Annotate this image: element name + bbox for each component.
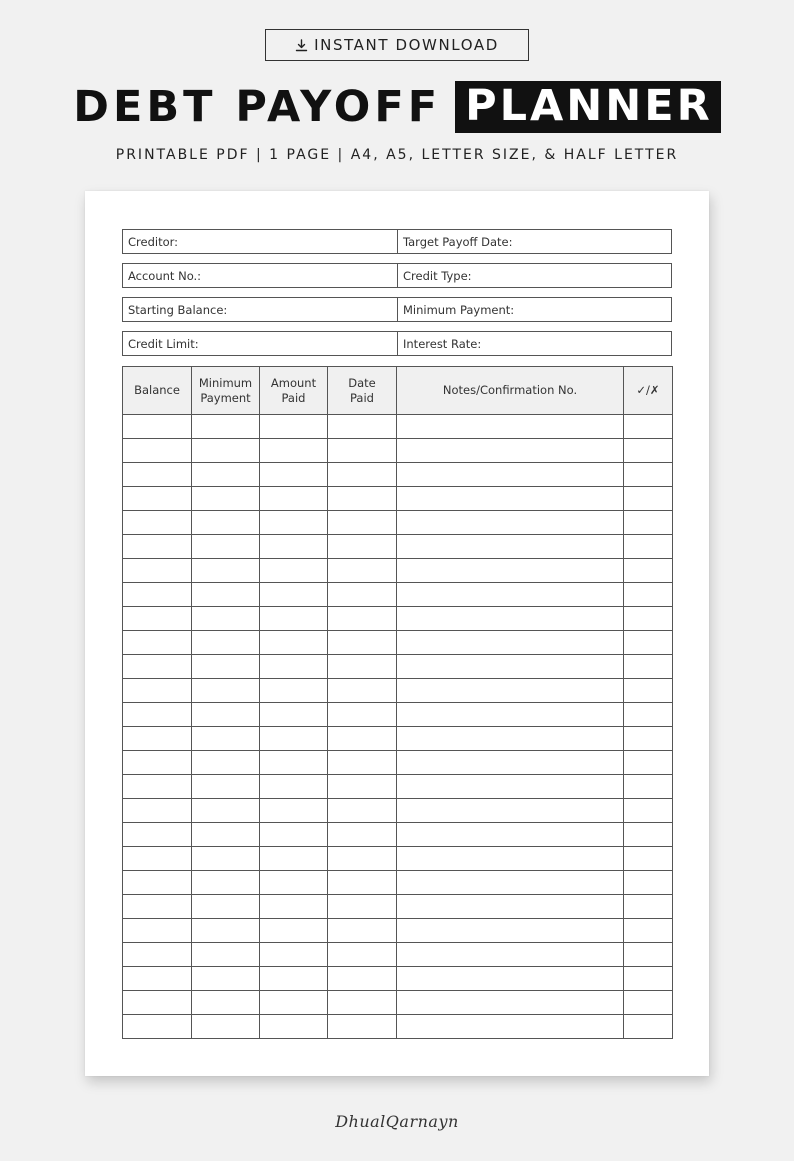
table-cell [260, 679, 328, 703]
table-cell [624, 559, 673, 583]
table-row [123, 943, 673, 967]
credit-limit-field: Credit Limit: [123, 332, 398, 355]
starting-balance-field: Starting Balance: [123, 298, 398, 321]
download-icon [295, 39, 308, 52]
table-cell [328, 703, 397, 727]
table-cell [123, 511, 192, 535]
table-cell [123, 607, 192, 631]
table-cell [123, 631, 192, 655]
table-cell [123, 703, 192, 727]
table-row [123, 559, 673, 583]
table-cell [192, 1015, 260, 1039]
table-row [123, 415, 673, 439]
table-cell [624, 727, 673, 751]
table-cell [260, 559, 328, 583]
table-cell [328, 583, 397, 607]
table-cell [328, 967, 397, 991]
table-cell [123, 847, 192, 871]
table-cell [192, 463, 260, 487]
table-cell [397, 511, 624, 535]
table-cell [624, 487, 673, 511]
table-cell [123, 727, 192, 751]
table-cell [624, 919, 673, 943]
info-row-creditor [122, 229, 672, 254]
header-date-paid: Date Paid [328, 367, 397, 415]
table-cell [624, 847, 673, 871]
table-cell [192, 871, 260, 895]
table-cell [260, 463, 328, 487]
credit-type-field: Credit Type: [403, 268, 472, 283]
table-row [123, 463, 673, 487]
table-cell [397, 655, 624, 679]
table-cell [260, 823, 328, 847]
table-cell [624, 631, 673, 655]
table-cell [397, 991, 624, 1015]
table-cell [123, 415, 192, 439]
table-cell [328, 679, 397, 703]
table-cell [328, 895, 397, 919]
table-cell [624, 823, 673, 847]
title-highlight: PLANNER [455, 81, 721, 133]
table-cell [624, 655, 673, 679]
table-row [123, 991, 673, 1015]
table-cell [397, 847, 624, 871]
table-cell [192, 631, 260, 655]
table-cell [328, 607, 397, 631]
table-cell [260, 895, 328, 919]
table-cell [624, 895, 673, 919]
table-cell [260, 799, 328, 823]
table-cell [123, 751, 192, 775]
table-cell [397, 775, 624, 799]
table-cell [192, 799, 260, 823]
table-cell [397, 823, 624, 847]
header-amount-paid: Amount Paid [260, 367, 328, 415]
table-cell [624, 535, 673, 559]
table-cell [397, 607, 624, 631]
table-cell [260, 991, 328, 1015]
table-cell [192, 823, 260, 847]
table-header-row [123, 367, 673, 415]
table-cell [192, 943, 260, 967]
table-cell [328, 775, 397, 799]
table-cell [624, 607, 673, 631]
table-cell [397, 871, 624, 895]
table-cell [260, 487, 328, 511]
table-cell [260, 631, 328, 655]
table-cell [192, 991, 260, 1015]
table-cell [328, 823, 397, 847]
table-cell [397, 799, 624, 823]
header-balance: Balance [123, 367, 192, 415]
header-check: ✓/✗ [624, 367, 673, 415]
planner-sheet [85, 191, 709, 1076]
table-row [123, 511, 673, 535]
table-row [123, 895, 673, 919]
table-cell [328, 1015, 397, 1039]
subtitle: PRINTABLE PDF | 1 PAGE | A4, A5, LETTER SIZE, & HALF LETTER [115, 147, 679, 163]
table-row [123, 703, 673, 727]
table-cell [192, 415, 260, 439]
table-cell [624, 511, 673, 535]
table-cell [624, 703, 673, 727]
table-cell [260, 511, 328, 535]
table-cell [624, 799, 673, 823]
interest-rate-field: Interest Rate: [403, 336, 482, 351]
table-cell [328, 847, 397, 871]
table-cell [260, 967, 328, 991]
table-cell [123, 919, 192, 943]
table-cell [624, 1015, 673, 1039]
table-row [123, 1015, 673, 1039]
table-cell [397, 703, 624, 727]
table-cell [397, 583, 624, 607]
table-cell [624, 415, 673, 439]
table-cell [397, 535, 624, 559]
header-minimum-payment: Minimum Payment [192, 367, 260, 415]
designer-signature: DhualQarnayn [335, 1112, 459, 1131]
table-cell [192, 895, 260, 919]
table-cell [192, 847, 260, 871]
table-cell [397, 967, 624, 991]
table-cell [328, 439, 397, 463]
table-cell [328, 655, 397, 679]
table-cell [192, 775, 260, 799]
table-cell [123, 655, 192, 679]
table-cell [260, 775, 328, 799]
table-cell [123, 991, 192, 1015]
table-cell [328, 991, 397, 1015]
table-cell [192, 583, 260, 607]
table-cell [328, 919, 397, 943]
table-cell [260, 919, 328, 943]
info-row-account [122, 263, 672, 288]
table-cell [260, 439, 328, 463]
table-cell [123, 967, 192, 991]
table-cell [397, 439, 624, 463]
table-cell [123, 535, 192, 559]
table-cell [123, 799, 192, 823]
table-cell [624, 871, 673, 895]
table-cell [192, 535, 260, 559]
table-cell [192, 559, 260, 583]
table-cell [328, 751, 397, 775]
table-cell [123, 583, 192, 607]
table-cell [397, 895, 624, 919]
table-cell [123, 439, 192, 463]
info-row-limit [122, 331, 672, 356]
table-row [123, 799, 673, 823]
table-cell [123, 463, 192, 487]
table-cell [260, 535, 328, 559]
table-cell [328, 631, 397, 655]
payment-log-table [122, 366, 673, 1039]
table-cell [123, 823, 192, 847]
table-row [123, 439, 673, 463]
badge-label: INSTANT DOWNLOAD [314, 36, 499, 54]
table-cell [192, 607, 260, 631]
table-cell [624, 991, 673, 1015]
table-cell [260, 943, 328, 967]
table-cell [260, 1015, 328, 1039]
table-row [123, 727, 673, 751]
table-body [123, 415, 673, 1039]
instant-download-badge [265, 29, 529, 61]
table-cell [328, 511, 397, 535]
table-row [123, 751, 673, 775]
table-cell [192, 751, 260, 775]
table-cell [260, 871, 328, 895]
table-cell [260, 415, 328, 439]
table-cell [328, 799, 397, 823]
table-row [123, 823, 673, 847]
table-cell [397, 943, 624, 967]
creditor-field: Creditor: [123, 230, 398, 253]
table-cell [397, 679, 624, 703]
table-cell [192, 727, 260, 751]
table-row [123, 535, 673, 559]
table-cell [328, 727, 397, 751]
table-cell [123, 871, 192, 895]
table-cell [123, 895, 192, 919]
table-row [123, 631, 673, 655]
table-cell [260, 583, 328, 607]
table-cell [260, 751, 328, 775]
table-cell [123, 775, 192, 799]
table-cell [123, 487, 192, 511]
info-row-balance [122, 297, 672, 322]
table-cell [624, 463, 673, 487]
table-cell [397, 415, 624, 439]
table-row [123, 847, 673, 871]
table-cell [397, 727, 624, 751]
table-cell [260, 727, 328, 751]
table-cell [397, 559, 624, 583]
table-row [123, 607, 673, 631]
header-notes: Notes/Confirmation No. [397, 367, 624, 415]
table-row [123, 487, 673, 511]
table-cell [624, 943, 673, 967]
table-cell [260, 655, 328, 679]
table-cell [624, 751, 673, 775]
table-cell [624, 775, 673, 799]
table-cell [397, 1015, 624, 1039]
page-title [0, 77, 794, 137]
table-cell [260, 607, 328, 631]
table-cell [192, 487, 260, 511]
table-cell [123, 559, 192, 583]
table-cell [192, 679, 260, 703]
table-cell [123, 679, 192, 703]
table-cell [260, 703, 328, 727]
table-cell [192, 511, 260, 535]
table-cell [328, 487, 397, 511]
table-cell [624, 439, 673, 463]
table-cell [328, 559, 397, 583]
table-row [123, 775, 673, 799]
table-cell [397, 751, 624, 775]
table-cell [192, 919, 260, 943]
table-cell [624, 583, 673, 607]
table-cell [192, 967, 260, 991]
table-row [123, 583, 673, 607]
table-cell [260, 847, 328, 871]
title-main: DEBT PAYOFF [73, 81, 442, 132]
table-cell [192, 703, 260, 727]
account-no-field: Account No.: [123, 264, 398, 287]
table-cell [328, 871, 397, 895]
table-cell [123, 943, 192, 967]
table-row [123, 655, 673, 679]
table-cell [624, 967, 673, 991]
table-cell [328, 463, 397, 487]
target-payoff-date-field: Target Payoff Date: [403, 234, 513, 249]
table-cell [397, 919, 624, 943]
table-cell [328, 943, 397, 967]
table-cell [397, 631, 624, 655]
minimum-payment-field: Minimum Payment: [403, 302, 515, 317]
table-cell [192, 655, 260, 679]
table-cell [328, 415, 397, 439]
table-cell [624, 679, 673, 703]
table-cell [397, 463, 624, 487]
table-cell [123, 1015, 192, 1039]
table-row [123, 919, 673, 943]
table-row [123, 871, 673, 895]
table-row [123, 967, 673, 991]
table-cell [192, 439, 260, 463]
table-row [123, 679, 673, 703]
table-cell [328, 535, 397, 559]
table-cell [397, 487, 624, 511]
